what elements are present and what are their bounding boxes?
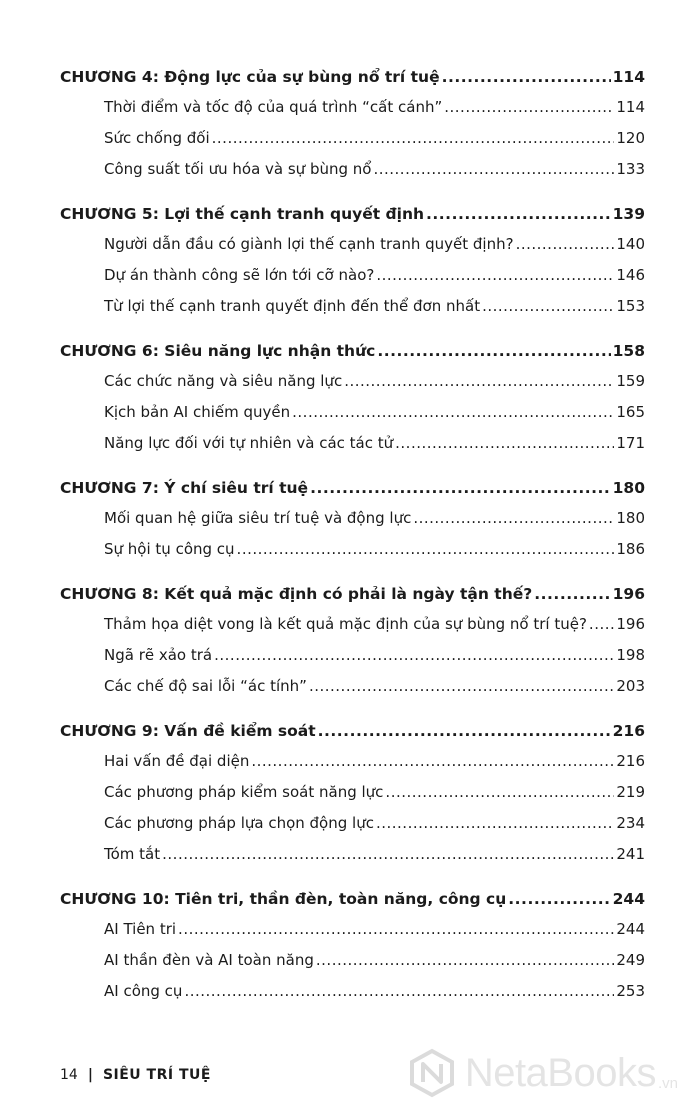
- dot-leader: [385, 777, 614, 808]
- chapter-heading: [60, 579, 645, 609]
- section-entry-title: Mối quan hệ giữa siêu trí tuệ và động lực: [104, 509, 412, 527]
- toc-chapter: [60, 199, 645, 322]
- toc-chapter: [60, 473, 645, 565]
- chapter-heading-title: CHƯƠNG 6: Siêu năng lực nhận thức: [60, 342, 376, 360]
- chapter-heading: [60, 716, 645, 746]
- dot-leader: [344, 366, 614, 397]
- dot-leader: [395, 428, 614, 459]
- dot-leader: [377, 336, 610, 366]
- section-entry-title: Các phương pháp kiểm soát năng lực: [104, 783, 384, 801]
- watermark: [407, 1048, 678, 1098]
- section-entry-page: 244: [616, 920, 645, 938]
- section-entry-page: 133: [616, 160, 645, 178]
- section-entry-title: Kịch bản AI chiếm quyền: [104, 403, 291, 421]
- chapter-heading-title: CHƯƠNG 9: Vấn đề kiểm soát: [60, 722, 316, 740]
- section-entry-page: 253: [616, 982, 645, 1000]
- dot-leader: [316, 945, 614, 976]
- section-entry: [60, 123, 645, 154]
- chapter-heading-page: 158: [612, 342, 645, 360]
- dot-leader: [178, 914, 614, 945]
- chapter-heading-page: 244: [612, 890, 645, 908]
- section-entry-title: Người dẫn đầu có giành lợi thế cạnh tranh quyết định?: [104, 235, 514, 253]
- section-entry-title: Năng lực đối với tự nhiên và các tác tử: [104, 434, 394, 452]
- dot-leader: [413, 503, 614, 534]
- section-entry-page: 140: [616, 235, 645, 253]
- section-entry-title: Công suất tối ưu hóa và sự bùng nổ: [104, 160, 372, 178]
- dot-leader: [376, 808, 614, 839]
- section-entry-page: 146: [616, 266, 645, 284]
- dot-leader: [373, 154, 614, 185]
- dot-leader: [534, 579, 610, 609]
- section-entry: [60, 640, 645, 671]
- section-entry-title: Sức chống đối: [104, 129, 210, 147]
- section-entry-page: 153: [616, 297, 645, 315]
- dot-leader: [444, 92, 614, 123]
- toc-chapter: [60, 62, 645, 185]
- section-entry: [60, 746, 645, 777]
- section-entry: [60, 671, 645, 702]
- section-entry: [60, 976, 645, 1007]
- section-entry: [60, 777, 645, 808]
- section-entry-page: 203: [616, 677, 645, 695]
- section-entry-title: Thời điểm và tốc độ của quá trình “cất cánh”: [104, 98, 443, 116]
- dot-leader: [482, 291, 614, 322]
- section-entry: [60, 154, 645, 185]
- watermark-brand: NetaBooks: [464, 1050, 656, 1095]
- section-entry: [60, 945, 645, 976]
- section-entry-page: 219: [616, 783, 645, 801]
- dot-leader: [426, 199, 611, 229]
- dot-leader: [516, 229, 615, 260]
- dot-leader: [376, 260, 614, 291]
- chapter-heading: [60, 199, 645, 229]
- chapter-heading: [60, 336, 645, 366]
- section-entry-title: Dự án thành công sẽ lớn tới cỡ nào?: [104, 266, 375, 284]
- section-entry: [60, 291, 645, 322]
- page-number: 14: [60, 1067, 78, 1083]
- chapter-heading-title: CHƯƠNG 4: Động lực của sự bùng nổ trí tuệ: [60, 68, 440, 86]
- dot-leader: [318, 716, 611, 746]
- section-entry-title: Tóm tắt: [104, 845, 161, 863]
- section-entry: [60, 229, 645, 260]
- section-entry: [60, 366, 645, 397]
- dot-leader: [310, 473, 611, 503]
- footer-separator: |: [87, 1067, 93, 1083]
- dot-leader: [237, 534, 615, 565]
- chapter-heading-title: CHƯƠNG 5: Lợi thế cạnh tranh quyết định: [60, 205, 425, 223]
- chapter-heading: [60, 62, 645, 92]
- section-entry-page: 196: [616, 615, 645, 633]
- section-entry-page: 216: [616, 752, 645, 770]
- section-entry-page: 180: [616, 509, 645, 527]
- dot-leader: [442, 62, 611, 92]
- section-entry: [60, 609, 645, 640]
- section-entry-title: AI thần đèn và AI toàn năng: [104, 951, 314, 969]
- section-entry: [60, 534, 645, 565]
- chapter-heading-page: 114: [612, 68, 645, 86]
- section-entry: [60, 260, 645, 291]
- chapter-heading: [60, 473, 645, 503]
- chapter-heading: [60, 884, 645, 914]
- section-entry: [60, 92, 645, 123]
- chapter-heading-page: 139: [612, 205, 645, 223]
- section-entry: [60, 914, 645, 945]
- chapter-heading-page: 196: [612, 585, 645, 603]
- section-entry: [60, 808, 645, 839]
- section-entry: [60, 397, 645, 428]
- section-entry-page: 241: [616, 845, 645, 863]
- section-entry-page: 249: [616, 951, 645, 969]
- section-entry-title: Thảm họa diệt vong là kết quả mặc định của sự bùng nổ trí tuệ?: [104, 615, 587, 633]
- toc-chapter: [60, 336, 645, 459]
- dot-leader: [214, 640, 614, 671]
- section-entry-title: Sự hội tụ công cụ: [104, 540, 235, 558]
- section-entry-title: AI Tiên tri: [104, 920, 177, 938]
- dot-leader: [309, 671, 614, 702]
- section-entry-page: 159: [616, 372, 645, 390]
- dot-leader: [292, 397, 614, 428]
- table-of-contents: [60, 62, 645, 1021]
- toc-chapter: [60, 716, 645, 870]
- netabooks-logo-icon: [407, 1048, 457, 1098]
- section-entry-page: 198: [616, 646, 645, 664]
- dot-leader: [508, 884, 610, 914]
- dot-leader: [162, 839, 614, 870]
- section-entry: [60, 503, 645, 534]
- section-entry-page: 120: [616, 129, 645, 147]
- section-entry-page: 114: [616, 98, 645, 116]
- chapter-heading-title: CHƯƠNG 7: Ý chí siêu trí tuệ: [60, 479, 309, 497]
- section-entry-page: 171: [616, 434, 645, 452]
- dot-leader: [589, 609, 614, 640]
- toc-chapter: [60, 579, 645, 702]
- toc-chapter: [60, 884, 645, 1007]
- chapter-heading-page: 216: [612, 722, 645, 740]
- dot-leader: [251, 746, 614, 777]
- section-entry-title: Các chức năng và siêu năng lực: [104, 372, 343, 390]
- section-entry-title: Các phương pháp lựa chọn động lực: [104, 814, 374, 832]
- section-entry-page: 186: [616, 540, 645, 558]
- section-entry: [60, 428, 645, 459]
- chapter-heading-title: CHƯƠNG 8: Kết quả mặc định có phải là ngày tận thế?: [60, 585, 533, 603]
- dot-leader: [212, 123, 615, 154]
- watermark-tld: .vn: [657, 1075, 678, 1092]
- section-entry-title: Ngã rẽ xảo trá: [104, 646, 213, 664]
- dot-leader: [184, 976, 614, 1007]
- section-entry-title: Từ lợi thế cạnh tranh quyết định đến thể đơn nhất: [104, 297, 481, 315]
- running-book-title: SIÊU TRÍ TUỆ: [102, 1067, 211, 1083]
- section-entry: [60, 839, 645, 870]
- section-entry-page: 234: [616, 814, 645, 832]
- section-entry-page: 165: [616, 403, 645, 421]
- page-footer: [60, 1067, 211, 1083]
- chapter-heading-title: CHƯƠNG 10: Tiên tri, thần đèn, toàn năng, công cụ: [60, 890, 507, 908]
- section-entry-title: Hai vấn đề đại diện: [104, 752, 250, 770]
- chapter-heading-page: 180: [612, 479, 645, 497]
- section-entry-title: AI công cụ: [104, 982, 183, 1000]
- section-entry-title: Các chế độ sai lỗi “ác tính”: [104, 677, 307, 695]
